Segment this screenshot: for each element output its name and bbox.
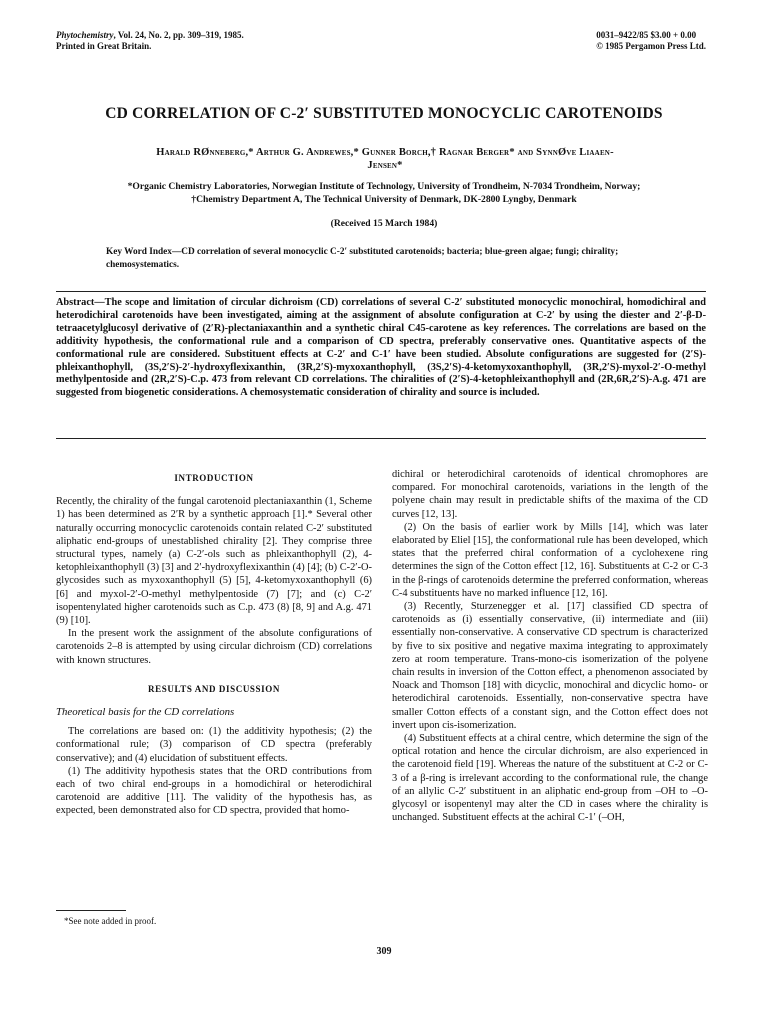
received-date: (Received 15 March 1984) xyxy=(330,218,438,229)
copyright-note: © 1985 Pergamon Press Ltd. xyxy=(596,41,706,51)
journal-citation xyxy=(56,30,244,52)
right-paragraph-1: dichiral or heterodichiral carotenoids of identical chromophores are compared. For monochiral carotenoids, variations in the length of the polyene chain may result in predictable shifts of the maxima of the CD curves [12, 13]. xyxy=(392,469,708,520)
author-line-1: Harald RØnneberg,* Arthur G. Andrewes,* Gunner Borch,† Ragnar Berger* and SynnØve Liaaen- xyxy=(156,147,614,158)
journal-volume: , Vol. 24, No. 2, pp. 309–319, 1985. xyxy=(113,30,244,40)
article-title: CD CORRELATION OF C-2′ SUBSTITUTED MONOCYCLIC CAROTENOIDS xyxy=(105,105,663,122)
keyword-index: Key Word Index—CD correlation of several monocyclic C-2′ substituted carotenoids; bacteria; blue-green algae; fungi; chirality; chemosystematics. xyxy=(106,247,619,270)
right-column xyxy=(392,468,708,824)
footnote-rule xyxy=(56,910,126,911)
left-column xyxy=(56,468,372,818)
right-paragraph-4: (4) Substituent effects at a chiral centre, which determine the sign of the optical rotation and hence the circular dichroism, are also experienced in the carotenoid field [19]. Whereas the nature of the substituent at C-2 or C-3 of a β-ring is irrelevant according to the conformational rule, the change of an allylic C-2′ substituent in an aliphatic end-group from –OH to –O-glycosyl or isopentenyl may alter the CD in cases where the chirality is unchanged. Substituent effects at the achiral C-1′ (–OH, xyxy=(392,733,708,824)
abstract-bottom-rule xyxy=(56,438,706,439)
results-heading: RESULTS AND DISCUSSION xyxy=(148,683,280,694)
intro-paragraph-1: Recently, the chirality of the fungal carotenoid plectaniaxanthin (1, Scheme 1) has been determined as 2′R by a synthetic approach [1].* Several other naturally occurring monocyclic carotenoids contain related C-2′ substituted aliphatic end-groups of unestablished chirality [2]. They comprise three structural types, namely (a) C-2′-ols such as phleixanthophyll (2), 4-ketophleixanthophyll (3) [3] and 2′-hydroxyflexixanthin (4) [4]; (b) C-2′-O-glycosides such as myxoxanthophyll (5) [5], 4-ketomyxoxanthophyll (6) [6] and myxol-2′-O-methyl methylpentoside (7) [7]; and (c) C-2′ isopentenylated higher carotenoids such as C.p. 473 (8) [8, 9] and A.g. 471 (9) [10]. xyxy=(56,496,372,627)
affiliations xyxy=(56,180,712,206)
introduction-heading: INTRODUCTION xyxy=(174,473,254,483)
affiliation-1: *Organic Chemistry Laboratories, Norwegian Institute of Technology, University of Trondheim, N-7034 Trondheim, Norway; xyxy=(127,181,641,192)
journal-name: Phytochemistry xyxy=(56,30,114,40)
abstract: Abstract—The scope and limitation of circular dichroism (CD) correlations of several C-2′ substituted monocyclic monochiral, homodichiral and heterodichiral carotenoids have been investigated, aiming at the assignment of absolute configuration at C-2′ by using the diester and 2′-β-D-tetraacetylglucosyl derivative of (2′R)-plectaniaxanthin and a synthetic chiral C45-carotene as key references. The correlations are based on the additivity hypothesis, the conformational rule and a comparison of CD spectra, preferably conservative ones. Quantitative aspects of the conformational rule are considered. Substituent effects at C-2′ and C-1′ have been studied. Absolute configurations are suggested for (2′S)-phleixanthophyll, (3S,2′S)-2′-hydroxyflexixanthin, (3R,2′S)-myxoxanthophyll, (3S,2′S)-4-ketomyxoxanthophyll, (3R,2′S)-myxol-2′-O-methyl methylpentoside and (2R,2′S)-C.p. 473 from relevant CD correlations. The chiralities of (2′S)-4-ketophleixanthophyll and (2R,6R,2′S)-A.g. 471 are suggested from biogenetic considerations. A chemosystematic consideration of chirality and source is included. xyxy=(56,297,706,399)
theory-subheading: Theoretical basis for the CD correlations xyxy=(56,706,235,719)
theory-paragraph-1: The correlations are based on: (1) the additivity hypothesis; (2) the conformational rule; (3) comparison of CD spectra (preferably conservative); and (4) elucidation of substituent effects. xyxy=(56,726,372,764)
footnote: *See note added in proof. xyxy=(64,916,157,926)
page-number: 309 xyxy=(376,946,392,957)
intro-paragraph-2: In the present work the assignment of the absolute configurations of carotenoids 2–8 is attempted by using circular dichroism (CD) correlations with known structures. xyxy=(56,628,372,666)
issn-code: 0031–9422/85 $3.00 + 0.00 xyxy=(596,30,697,40)
printed-note: Printed in Great Britain. xyxy=(56,41,152,51)
right-paragraph-2: (2) On the basis of earlier work by Mills [14], which was later elaborated by Eliel [15], the conformational rule has been developed, which states that the preferred chiral conformation of a cyclohexene ring determines the sign of the Cotton effect [12, 16]. Substituents at C-2 or C-3 in the β-rings of carotenoids determine the preferred conformation, whereas C-4 substituents have no marked influence [12, 16]. xyxy=(392,521,708,599)
theory-paragraph-2: (1) The additivity hypothesis states that the ORD contributions from each of two chiral end-groups in a homodichiral or heterodichiral carotenoid are additive [11]. The validity of the hypothesis has, as expected, been demonstrated also for CD spectra, provided that homo- xyxy=(56,765,372,817)
affiliation-2: †Chemistry Department A, The Technical University of Denmark, DK-2800 Lyngby, Denmark xyxy=(191,194,577,205)
right-paragraph-3: (3) Recently, Sturzenegger et al. [17] classified CD spectra of carotenoids as (i) essentially conservative, (ii) intermediate and (iii) essentially non-conservative. A conservative CD spectrum is characterized by five to six positive and negative maxima integrating to approximately zero at room temperature. Trans-mono-cis isomerization of the polyene chain results in inversion of the Cotton effect, a phenomenon associated by Noack and Thomson [18] with dicyclic, monochiral and dicyclic homo- or heterodichiral carotenoids. Essentially, non-conservative spectra have smaller Cotton effects of a constant sign, and the Cotton effect does not invert upon cis-isomerization. xyxy=(392,601,708,731)
author-line-2: Jensen* xyxy=(367,160,403,171)
abstract-top-rule xyxy=(56,291,706,292)
publisher-info xyxy=(596,30,706,52)
author-list xyxy=(60,146,710,172)
